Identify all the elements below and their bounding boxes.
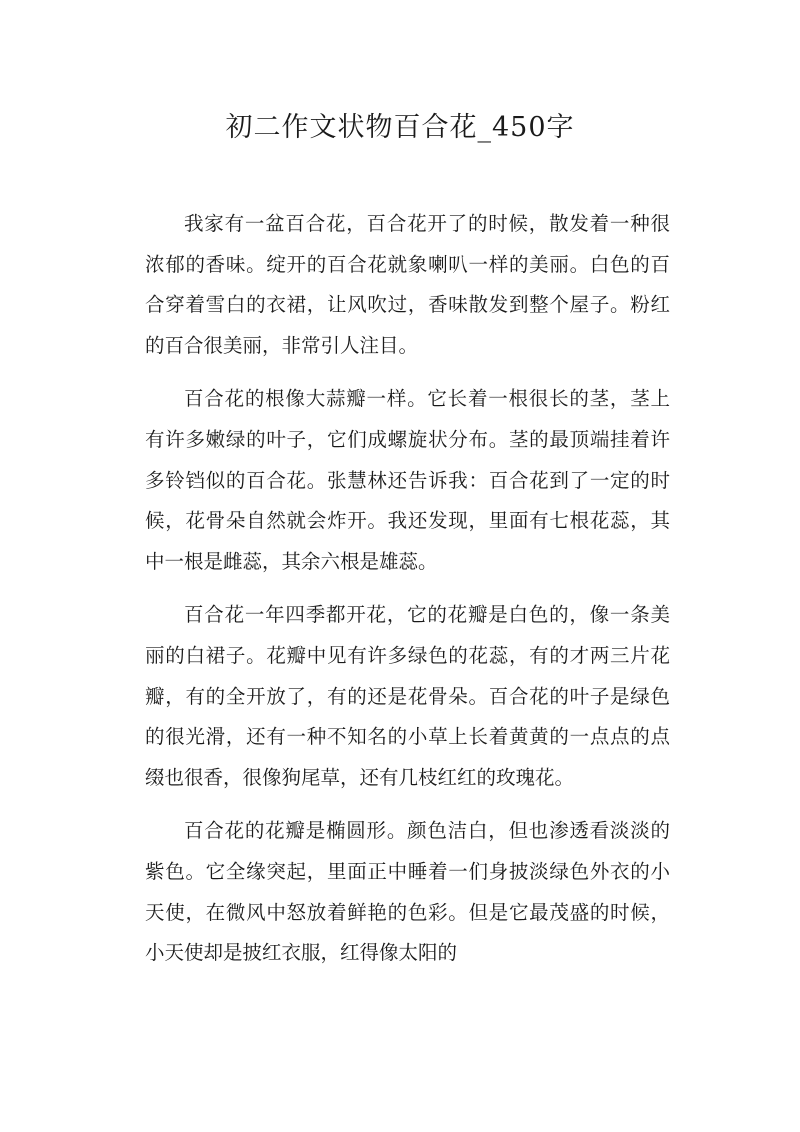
paragraph-4: 百合花的花瓣是椭圆形。颜色洁白，但也渗透看淡淡的紫色。它全缘突起，里面正中睡着一们身披淡绿色外衣的小天使，在微风中怒放着鲜艳的色彩。但是它最茂盛的时候，小天使却是披红衣服，红得像太阳的: [145, 819, 670, 965]
document-title: 初二作文状物百合花_450字: [225, 112, 575, 143]
paragraph-3: 百合花一年四季都开花，它的花瓣是白色的，像一条美丽的白裙子。花瓣中见有许多绿色的花蕊，有的才两三片花瓣，有的全开放了，有的还是花骨朵。百合花的叶子是绿色的很光滑，还有一种不知名的小草上长着黄黄的一点点的点缀也很香，很像狗尾草，还有几枝红红的玫瑰花。: [145, 603, 670, 789]
document-body: [145, 204, 670, 974]
paragraph-2: 百合花的根像大蒜瓣一样。它长着一根很长的茎，茎上有许多嫩绿的叶子，它们成螺旋状分布。茎的最顶端挂着许多铃铛似的百合花。张慧林还告诉我：百合花到了一定的时候，花骨朵自然就会炸开。我还发现，里面有七根花蕊，其中一根是雌蕊，其余六根是雄蕊。: [145, 387, 670, 573]
paragraph-1: 我家有一盆百合花，百合花开了的时候，散发着一种很浓郁的香味。绽开的百合花就象喇叭一样的美丽。白色的百合穿着雪白的衣裙，让风吹过，香味散发到整个屋子。粉红的百合很美丽，非常引人注目。: [145, 212, 670, 357]
